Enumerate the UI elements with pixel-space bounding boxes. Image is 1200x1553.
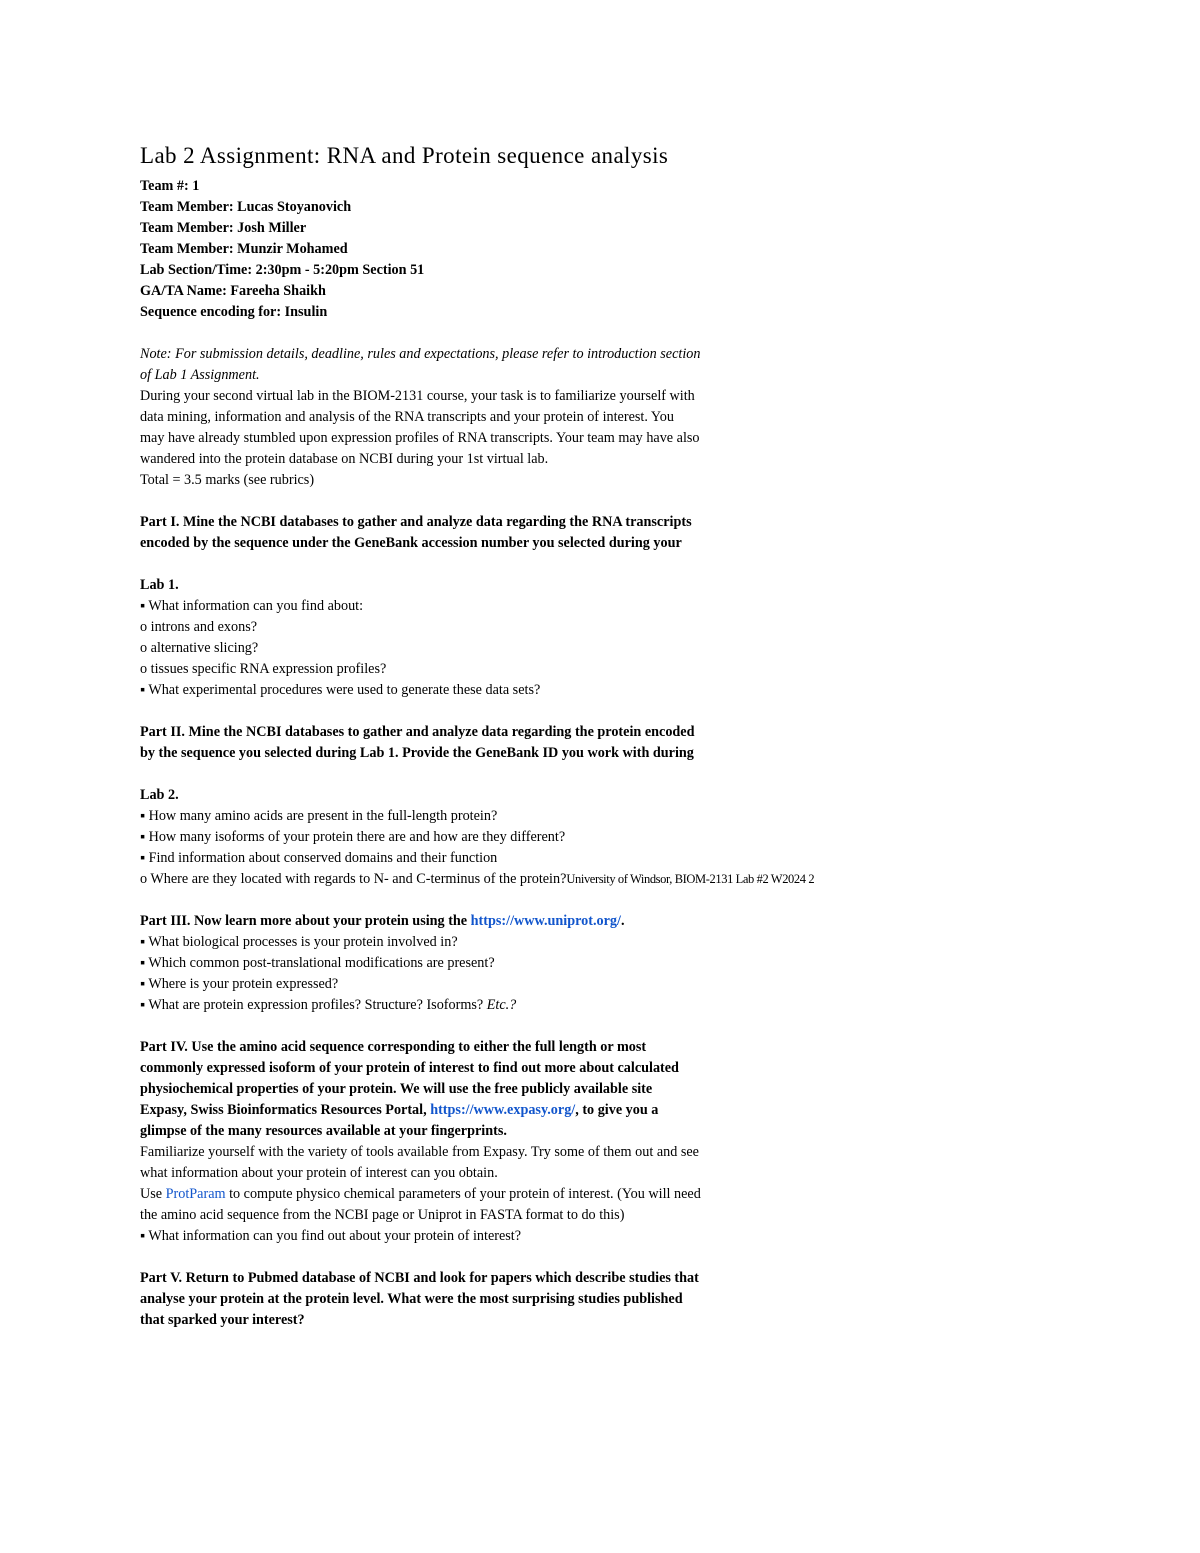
- part-4-use-line: [140, 1184, 900, 1205]
- team-member-1: Team Member: Lucas Stoyanovich: [140, 199, 352, 215]
- intro-paragraph: [140, 386, 900, 491]
- part-3-item: ▪ What biological processes is your protein involved in?: [140, 934, 458, 950]
- part-3-heading: [140, 911, 900, 932]
- team-number: Team #: 1: [140, 178, 200, 194]
- part-4-heading-line-1: Part IV. Use the amino acid sequence corresponding to either the full length or most: [140, 1039, 647, 1055]
- part-3-last-item-text: ▪ What are protein expression profiles? Structure? Isoforms?: [140, 997, 487, 1013]
- part-4-heading-line-4: [140, 1100, 900, 1121]
- part-4: [140, 1037, 900, 1247]
- part-4-body-line-1: Familiarize yourself with the variety of tools available from Expasy. Try some of them out and see: [140, 1144, 699, 1160]
- part-3-heading-text: Part III. Now learn more about your protein using the: [140, 913, 471, 929]
- part-4-body-line-2: what information about your protein of interest can you obtain.: [140, 1165, 498, 1181]
- part-1-heading-line-1: Part I. Mine the NCBI databases to gather and analyze data regarding the RNA transcripts: [140, 514, 692, 530]
- part-4-item: ▪ What information can you find out about your protein of interest?: [140, 1228, 522, 1244]
- part-3-etc: Etc.?: [486, 997, 517, 1013]
- part-5-heading-line-1: Part V. Return to Pubmed database of NCBI and look for papers which describe studies that: [140, 1270, 699, 1286]
- protparam-link[interactable]: ProtParam: [165, 1186, 226, 1202]
- intro-line-3: may have already stumbled upon expression profiles of RNA transcripts. Your team may have also: [140, 430, 700, 446]
- document-title: Lab 2 Assignment: RNA and Protein sequence analysis: [140, 143, 669, 168]
- part-1-lab-label: Lab 1.: [140, 577, 179, 593]
- part-2: [140, 722, 900, 890]
- part-3-heading-suffix: .: [620, 913, 625, 929]
- page-footer: University of Windsor, BIOM-2131 Lab #2 W2024 2: [566, 872, 815, 886]
- part-1-item: o introns and exons?: [140, 619, 258, 635]
- part-1-item: o alternative slicing?: [140, 640, 259, 656]
- expasy-link[interactable]: https://www.expasy.org/: [430, 1102, 576, 1118]
- intro-line-2: data mining, information and analysis of the RNA transcripts and your protein of interest. You: [140, 409, 674, 425]
- part-5: [140, 1268, 900, 1331]
- part-3-last-item: [140, 995, 900, 1016]
- part-4-heading-line-2: commonly expressed isoform of your protein of interest to find out more about calculated: [140, 1060, 679, 1076]
- sequence-encoding: Sequence encoding for: Insulin: [140, 304, 328, 320]
- part-1-heading-line-2: encoded by the sequence under the GeneBank accession number you selected during your: [140, 535, 682, 551]
- part-2-item: ▪ How many isoforms of your protein there are and how are they different?: [140, 829, 566, 845]
- note-line-1: Note: For submission details, deadline, rules and expectations, please refer to introduction section: [140, 346, 701, 362]
- part-4-use-prefix: Use: [140, 1186, 166, 1202]
- part-1: [140, 512, 900, 701]
- part-4-heading-line-4-suffix: , to give you a: [575, 1102, 659, 1118]
- part-4-heading-line-3: physiochemical properties of your protein. We will use the free publicly available site: [140, 1081, 653, 1097]
- part-2-lab-label: Lab 2.: [140, 787, 179, 803]
- note-line-2: of Lab 1 Assignment.: [140, 367, 260, 383]
- part-3: [140, 911, 900, 1016]
- team-info: [140, 176, 900, 323]
- ta-name: GA/TA Name: Fareeha Shaikh: [140, 283, 326, 299]
- part-1-item: ▪ What experimental procedures were used to generate these data sets?: [140, 682, 541, 698]
- part-2-heading-line-2: by the sequence you selected during Lab 1. Provide the GeneBank ID you work with during: [140, 745, 694, 761]
- part-2-last-item-text: o Where are they located with regards to N- and C-terminus of the protein?: [140, 871, 567, 887]
- total-marks: Total = 3.5 marks (see rubrics): [140, 472, 315, 488]
- part-3-item: ▪ Which common post-translational modifications are present?: [140, 955, 495, 971]
- part-5-heading-line-3: that sparked your interest?: [140, 1312, 305, 1328]
- document-page: [140, 140, 900, 1331]
- part-4-use-line-2: the amino acid sequence from the NCBI page or Uniprot in FASTA format to do this): [140, 1207, 625, 1223]
- part-5-heading-line-2: analyse your protein at the protein level. What were the most surprising studies published: [140, 1291, 683, 1307]
- part-2-last-item: [140, 869, 900, 890]
- intro-line-1: During your second virtual lab in the BIOM-2131 course, your task is to familiarize yourself with: [140, 388, 695, 404]
- lab-section: Lab Section/Time: 2:30pm - 5:20pm Section 51: [140, 262, 425, 278]
- part-2-heading-line-1: Part II. Mine the NCBI databases to gather and analyze data regarding the protein encoded: [140, 724, 695, 740]
- part-4-use-suffix: to compute physico chemical parameters of your protein of interest. (You will need: [225, 1186, 701, 1202]
- submission-note: [140, 344, 900, 386]
- team-member-3: Team Member: Munzir Mohamed: [140, 241, 348, 257]
- intro-line-4: wandered into the protein database on NCBI during your 1st virtual lab.: [140, 451, 549, 467]
- uniprot-link[interactable]: https://www.uniprot.org/: [470, 913, 621, 929]
- part-4-heading-line-4-text: Expasy, Swiss Bioinformatics Resources Portal,: [140, 1102, 431, 1118]
- part-2-item: ▪ How many amino acids are present in the full-length protein?: [140, 808, 498, 824]
- part-2-item: ▪ Find information about conserved domains and their function: [140, 850, 498, 866]
- part-1-item: o tissues specific RNA expression profiles?: [140, 661, 387, 677]
- part-4-heading-line-5: glimpse of the many resources available at your fingerprints.: [140, 1123, 507, 1139]
- team-member-2: Team Member: Josh Miller: [140, 220, 307, 236]
- part-3-item: ▪ Where is your protein expressed?: [140, 976, 339, 992]
- part-1-item: ▪ What information can you find about:: [140, 598, 364, 614]
